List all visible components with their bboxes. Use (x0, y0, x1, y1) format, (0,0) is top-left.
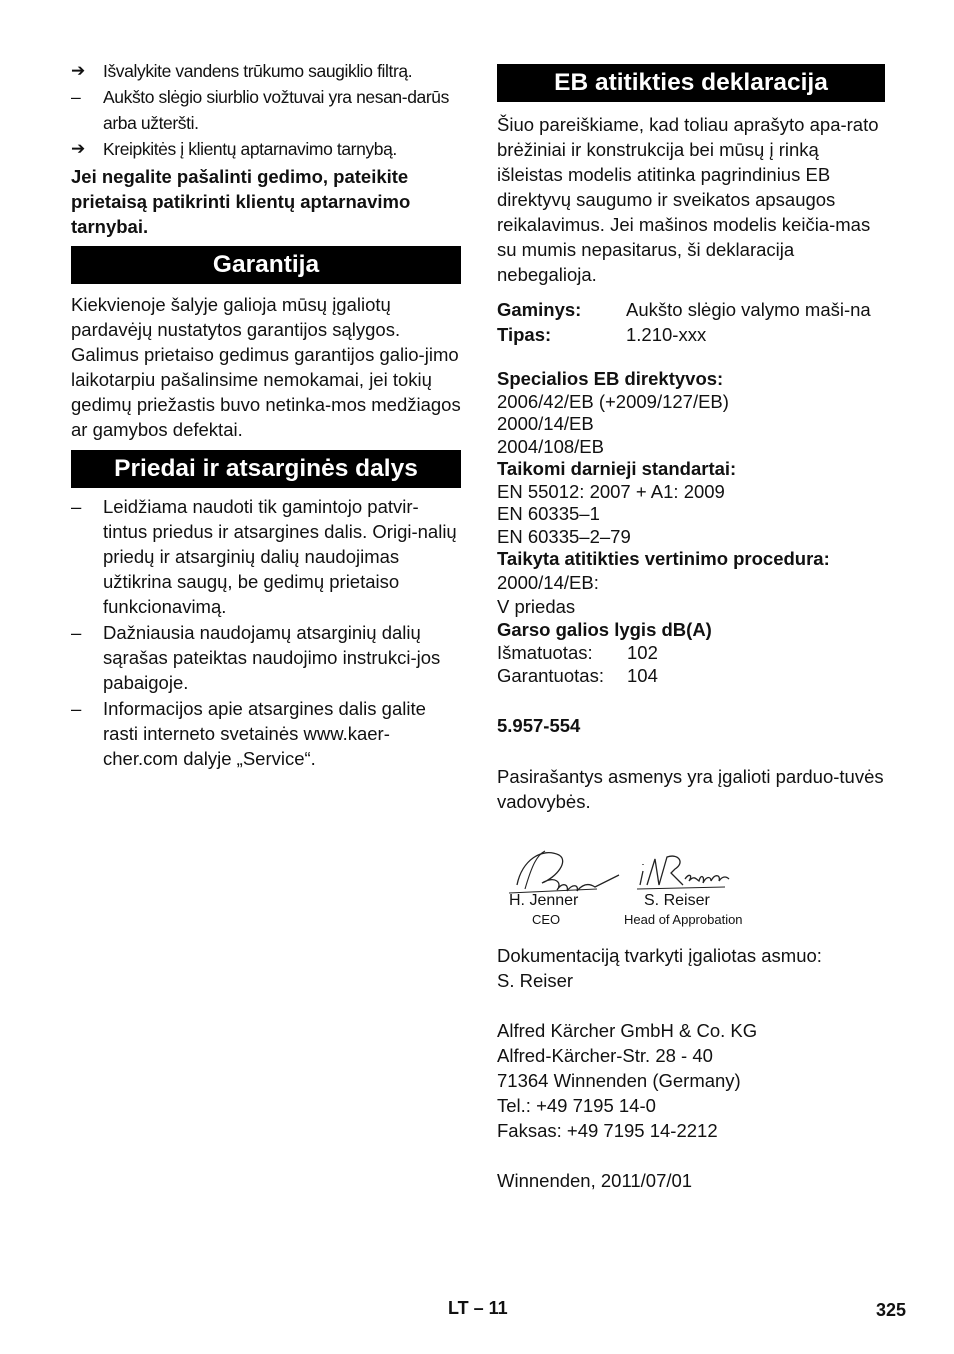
arrow-right-icon: ➔ (71, 139, 85, 158)
list-text: Aukšto slėgio siurblio vožtuvai yra nesan-darūs arba užteršti. (103, 87, 449, 133)
signer2-name: S. Reiser (644, 892, 710, 909)
type-row (497, 322, 887, 347)
arrow-right-icon: ➔ (71, 61, 85, 80)
product-label: Gaminys: (497, 299, 582, 320)
list-item (71, 696, 461, 771)
list-text: Kreipkitės į klientų aptarnavimo tarnybą. (103, 139, 397, 159)
procedure-heading: Taikyta atitikties vertinimo procedura: (497, 548, 830, 569)
arrow-list-item (71, 136, 461, 162)
eb-heading: EB atitikties deklaracija (497, 64, 885, 102)
address-line: Alfred-Kärcher-Str. 28 - 40 (497, 1045, 713, 1066)
directives-heading: Specialios EB direktyvos: (497, 368, 724, 389)
procedure-line: 2000/14/EB: (497, 571, 599, 593)
signer1-role: CEO (532, 912, 561, 927)
doc-auth-name: S. Reiser (497, 970, 574, 991)
directive-line: 2006/42/EB (+2009/127/EB) (497, 390, 729, 412)
priedai-heading: Priedai ir atsarginės dalys (71, 450, 461, 488)
standard-line: EN 60335–2–79 (497, 525, 631, 547)
type-label: Tipas: (497, 324, 552, 345)
signers-text: Pasirašantys asmenys yra įgalioti parduo-tuvės vadovybės. (497, 766, 884, 812)
measured-row (497, 641, 887, 664)
priedai-list (71, 494, 461, 771)
list-text: Leidžiama naudoti tik gamintojo patvir-tintus priedus ir atsargines dalis. Origi-nalių priedų ir atsarginių dalių naudojimas užtikrina saugų, be gedimų prietaiso funkcionavimą. (103, 496, 457, 617)
guaranteed-label: Garantuotas: (497, 665, 604, 686)
measured-label: Išmatuotas: (497, 642, 593, 663)
list-text: Išvalykite vandens trūkumo saugiklio filtrą. (103, 61, 413, 81)
signer1-name: H. Jenner (509, 892, 579, 909)
dash-bullet: – (71, 698, 82, 719)
signer2-role: Head of Approbation (624, 912, 743, 927)
standard-line: EN 60335–1 (497, 503, 600, 524)
garantija-text: Kiekvienoje šalyje galioja mūsų įgaliotų pardavėjų nustatytos garantijos sąlygos. Galimus prietaiso gedimus garantijos galio-jimo laikotarpiu pašalinsime nemokamai, jei tokių gedimų priežastis buvo netinka-mos medžiagos ar gamybos defektai. (71, 294, 461, 440)
list-item (71, 494, 461, 619)
guaranteed-row (497, 664, 887, 687)
right-column-lower (497, 943, 887, 1193)
place-date: Winnenden, 2011/07/01 (497, 1170, 693, 1191)
product-row (497, 297, 887, 322)
address-line: Tel.: +49 7195 14-0 (497, 1095, 656, 1116)
dash-bullet: – (71, 496, 82, 517)
list-item (71, 620, 461, 695)
product-value: Aukšto slėgio valymo maši-na (626, 299, 871, 320)
address-line: Alfred Kärcher GmbH & Co. KG (497, 1020, 758, 1041)
standards-heading: Taikomi darnieji standartai: (497, 458, 737, 479)
address-line: Faksas: +49 7195 14-2212 (497, 1120, 718, 1141)
dash-list-item (71, 84, 461, 136)
bold-note: Jei negalite pašalinti gedimo, pateikite prietaisą patikrinti klientų aptarnavimo tarnybai. (71, 166, 411, 237)
measured-value: 102 (627, 642, 658, 663)
directive-line: 2000/14/EB (497, 413, 594, 434)
arrow-list-item (71, 58, 461, 84)
type-value: 1.210-xxx (626, 324, 707, 345)
list-text: Dažniausia naudojamų atsarginių dalių sąrašas pateiktas naudojimo instrukci-jos pabaigoje. (103, 622, 441, 693)
garantija-heading: Garantija (71, 246, 461, 284)
address-line: 71364 Winnenden (Germany) (497, 1070, 741, 1091)
right-column (497, 64, 887, 814)
company-address (497, 1018, 887, 1143)
declaration-intro: Šiuo pareiškiame, kad toliau aprašyto apa-rato brėžiniai ir konstrukcija bei mūsų į rinką išleistas modelis atitinka pagrindinius EB direktyvų saugumo ir sveikatos apsaugos reikalavimus. Jei mašinos modelis keičia-mas su mumis nepasitarus, ši deklaracija nebegalioja. (497, 114, 879, 285)
guaranteed-value: 104 (627, 665, 658, 686)
procedure-line: V priedas (497, 595, 576, 617)
footer-language-page: LT – 11 (448, 1298, 508, 1318)
list-text: Informacijos apie atsargines dalis galite rasti interneto svetainės www.kaer-cher.com dalyje „Service“. (103, 698, 426, 769)
footer-page-number: 325 (876, 1300, 907, 1320)
dash-bullet: – (71, 622, 82, 643)
dash-bullet: – (71, 87, 81, 107)
doc-auth-line: Dokumentaciją tvarkyti įgaliotas asmuo: (497, 945, 822, 966)
directive-line: 2004/108/EB (497, 435, 604, 457)
sound-heading: Garso galios lygis dB(A) (497, 618, 712, 640)
document-number: 5.957-554 (497, 715, 581, 736)
signatures-block (497, 845, 777, 935)
standard-line: EN 55012: 2007 + A1: 2009 (497, 480, 725, 502)
left-column (71, 58, 461, 771)
